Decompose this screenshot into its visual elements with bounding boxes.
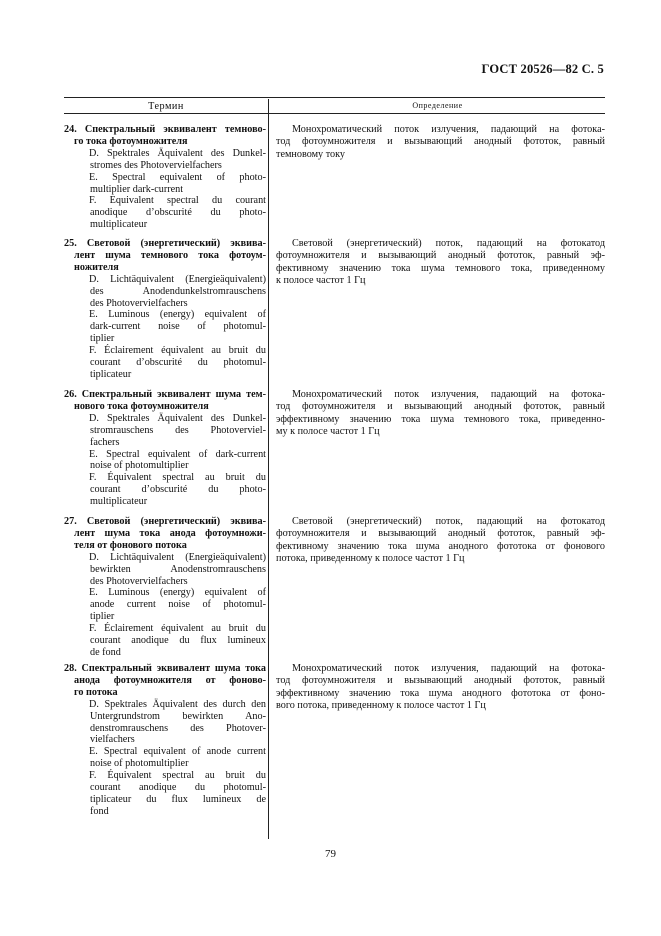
term-translation	[74, 587, 266, 623]
definition-line: фотоумножителя и вызывающий анодный фототок, равный эф-	[276, 528, 605, 540]
term-entry	[64, 663, 266, 818]
term-translation-line: E. Luminous (energy) equivalent of	[89, 587, 266, 599]
term-translation-line: D. Lichtäquivalent (Energieäquivalent)	[89, 273, 266, 285]
term-title-line: 25. Световой (энергетический) эквива-	[64, 238, 266, 249]
term-translation	[74, 472, 266, 508]
term-translation	[74, 746, 266, 770]
term-translation-line: stromrauschens des Photoverviel-	[90, 424, 266, 436]
table-header-rule	[64, 113, 605, 114]
term-translation-line: Untergrundstrom bewirkten Ano-	[90, 710, 266, 722]
definition-line: потока, приведенному к полосе частот 1 Гц	[276, 553, 465, 565]
term-title-line: 27. Световой (энергетический) эквива-	[64, 516, 266, 527]
term-translation-line: multiplicateur	[90, 496, 148, 508]
definition-line: фотоумножителя и вызывающий анодный фототок, равный эф-	[276, 250, 605, 262]
term-title-line: анода фотоумножителя от фоново-	[74, 674, 266, 686]
definition-text	[276, 389, 605, 439]
term-translation	[74, 195, 266, 231]
definition-line: тод фотоумножителя и вызывающий анодный фототок, равный	[276, 136, 605, 148]
term-translation-line: noise of photomultiplier	[90, 758, 189, 770]
term-entry	[64, 238, 266, 381]
term-translation-line: D. Lichtäquivalent (Energieäquivalent)	[89, 551, 266, 563]
term-translation-line: bewirkten Anodenstromrauschens	[90, 563, 266, 575]
term-translation-line: tiplicateur du flux lumineux de	[90, 793, 266, 805]
term-translation-line: noise of photomultiplier	[90, 460, 189, 472]
definition-line: тод фотоумножителя и вызывающий анодный фототок, равный	[276, 401, 605, 413]
term-translation-line: E. Luminous (energy) equivalent of	[89, 309, 266, 321]
definition-line: фективному значению тока шума анодного фототока от фонового	[276, 540, 605, 552]
term-title-line: лент шума тока анода фотоумножи-	[74, 527, 266, 539]
term-translation-line: vielfachers	[90, 734, 135, 746]
term-translation-line: F. Éclairement équivalent au bruit du	[89, 623, 266, 635]
term-title-line: 26. Спектральный эквивалент шума тем-	[64, 389, 266, 400]
definition-text	[276, 238, 605, 288]
term-title	[64, 238, 266, 274]
term-translation	[74, 413, 266, 449]
term-translation-line: F. Équivalent spectral au bruit du	[89, 770, 266, 782]
term-title-line: 24. Спектральный эквивалент темново-	[64, 124, 266, 135]
column-header-definition: Определение	[412, 101, 463, 110]
term-translation-line: F. Equivalent spectral du courant	[89, 195, 266, 207]
term-title	[64, 663, 266, 699]
term-translation	[74, 449, 266, 473]
term-translation	[74, 148, 266, 172]
term-title	[64, 124, 266, 148]
term-translation-line: F. Éclairement équivalent au bruit du	[89, 345, 266, 357]
term-translation	[74, 623, 266, 659]
term-translation-line: anode current noise of photomul-	[90, 599, 266, 611]
term-translation-line: multiplier dark-current	[90, 183, 184, 195]
term-translation-line: des Photovervielfachers	[90, 575, 188, 587]
term-translation-line: E. Spectral equivalent of dark-current	[89, 448, 266, 460]
term-translation-line: tiplier	[90, 611, 115, 623]
definition-line: фективному значению тока шума темнового тока, приведенному	[276, 262, 605, 274]
page-number: 79	[325, 848, 336, 860]
term-title-line: ножителя	[74, 261, 119, 273]
term-entry	[64, 516, 266, 659]
term-title-line: лент шума темнового тока фотоум-	[74, 249, 266, 261]
term-translation	[74, 770, 266, 818]
term-translation-line: D. Spektrales Äquivalent des Dunkel-	[89, 412, 266, 424]
term-translation-line: tiplicateur	[90, 368, 132, 380]
definition-line: темновому току	[276, 148, 346, 160]
term-entry	[64, 389, 266, 508]
term-title	[64, 516, 266, 552]
term-translation	[74, 699, 266, 747]
definition-line: Световой (энергетический) поток, падающий на фотокатод	[292, 516, 605, 527]
term-translation-line: multiplicateur	[90, 219, 148, 231]
term-title-line: го потока	[74, 686, 118, 698]
term-translation-line: courant anodique du flux lumineux	[90, 635, 266, 647]
definition-line: му к полосе частот 1 Гц	[276, 426, 380, 438]
term-translation-line: E. Spectral equivalent of photo-	[89, 171, 266, 183]
term-translation-line: anodique d’obscurité du photo-	[90, 207, 266, 219]
definition-line: Монохроматический поток излучения, падающий на фотока-	[292, 389, 605, 400]
term-translation-line: de fond	[90, 646, 121, 658]
term-title-line: 28. Спектральный эквивалент шума тока	[64, 663, 266, 674]
definition-line: вого потока, приведенному к полосе частот 1 Гц	[276, 700, 486, 712]
term-translation-line: dark-current noise of photomul-	[90, 321, 266, 333]
definition-text	[276, 663, 605, 713]
term-translation-line: des Anodendunkelstromrauschens	[90, 285, 266, 297]
term-translation-line: denstromrauschens des Photover-	[90, 722, 266, 734]
definition-line: эффективному значению тока шума анодного фототока от фоно-	[276, 687, 605, 699]
definition-line: тод фотоумножителя и вызывающий анодный фототок, равный	[276, 675, 605, 687]
term-translation-line: tiplier	[90, 333, 115, 345]
term-title-line: нового тока фотоумножителя	[74, 400, 209, 412]
definition-line: к полосе частот 1 Гц	[276, 275, 366, 287]
term-translation-line: courant d’obscurité du photo-	[90, 484, 266, 496]
definition-line: Монохроматический поток излучения, падающий на фотока-	[292, 124, 605, 135]
term-translation	[74, 172, 266, 196]
term-translation-line: E. Spectral equivalent of anode current	[89, 746, 266, 758]
term-translation-line: courant d’obscurité du photomul-	[90, 357, 266, 369]
column-header-term: Термин	[148, 101, 184, 112]
term-translation-line: D. Spektrales Äquivalent des durch den	[89, 698, 266, 710]
column-divider	[268, 99, 269, 839]
term-translation-line: F. Équivalent spectral au bruit du	[89, 472, 266, 484]
term-translation-line: des Photovervielfachers	[90, 297, 188, 309]
term-translation	[74, 345, 266, 381]
table-top-rule	[64, 97, 605, 98]
term-translation	[74, 309, 266, 345]
term-translation	[74, 552, 266, 588]
definition-line: эффективному значению тока шума темнового тока, приведенно-	[276, 413, 605, 425]
definition-line: Световой (энергетический) поток, падающий на фотокатод	[292, 238, 605, 249]
term-entry	[64, 124, 266, 231]
term-translation-line: courant anodique du photomul-	[90, 782, 266, 794]
definition-line: Монохроматический поток излучения, падающий на фотока-	[292, 663, 605, 674]
definition-text	[276, 124, 605, 161]
term-translation	[74, 274, 266, 310]
term-title	[64, 389, 266, 413]
term-translation-line: fachers	[90, 436, 120, 448]
term-title-line: го тока фотоумножителя	[74, 135, 188, 147]
term-translation-line: fond	[90, 805, 109, 817]
term-translation-line: stromes des Photovervielfachers	[90, 159, 222, 171]
term-title-line: теля от фонового потока	[74, 539, 187, 551]
term-translation-line: D. Spektrales Äquivalent des Dunkel-	[89, 147, 266, 159]
definition-text	[276, 516, 605, 566]
page-header: ГОСТ 20526—82 С. 5	[481, 62, 604, 76]
